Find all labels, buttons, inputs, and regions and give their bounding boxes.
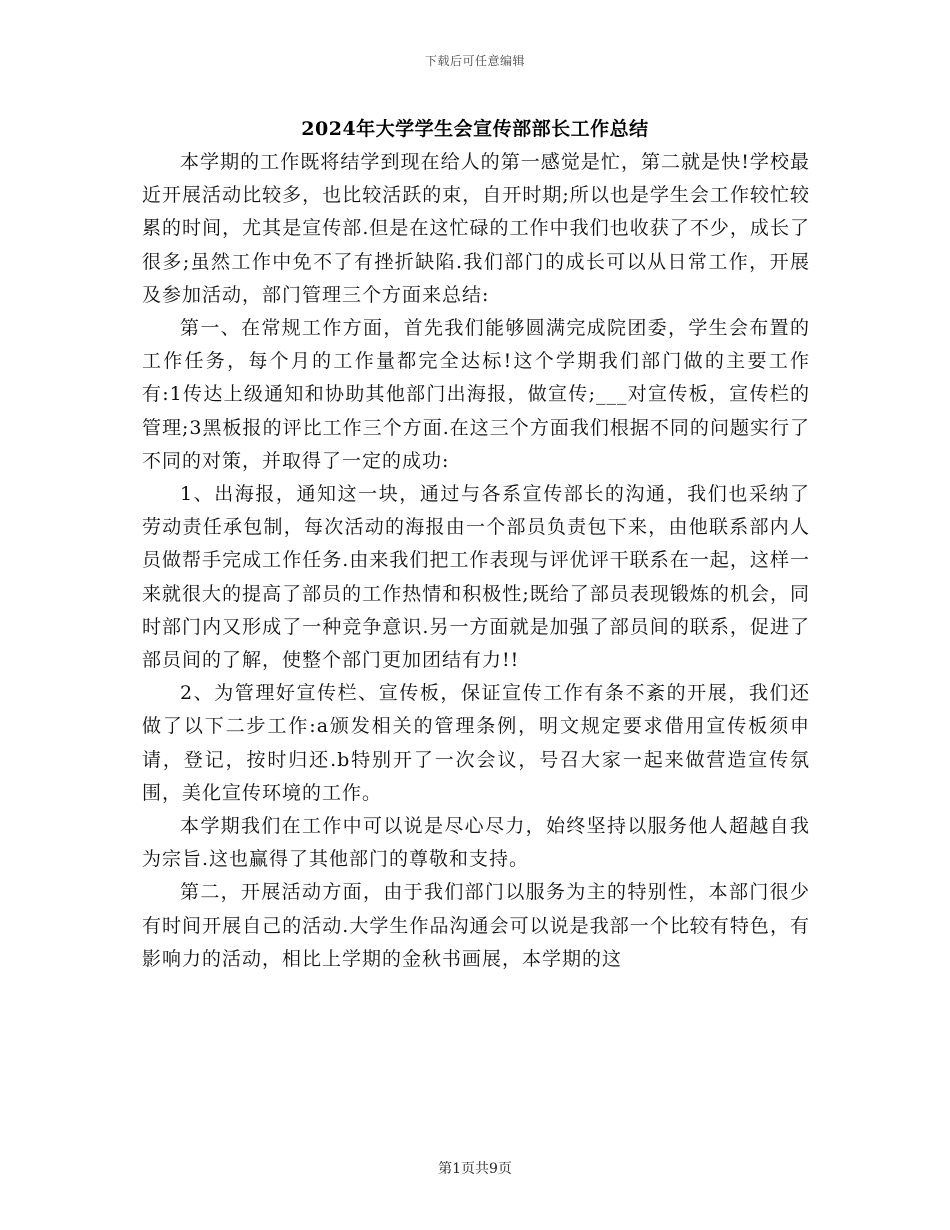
paragraph-intro: 本学期的工作既将结学到现在给人的第一感觉是忙，第二就是快!学校最近开展活动比较多，也比较活跃的束，自开时期;所以也是学生会工作较忙较累的时间，尤其是宣传部.但是在这忙碌的工作中我们也收获了不少，成长了很多;虽然工作中免不了有挫折缺陷.我们部门的成长可以从日常工作，开展及参加活动，部门管理三个方面来总结: [142, 151, 810, 306]
paragraph-service: 本学期我们在工作中可以说是尽心尽力，始终坚持以服务他人超越自我为宗旨.这也赢得了其他部门的尊敬和支持。 [142, 815, 810, 871]
paragraph-bulletin-boards: 2、为管理好宣传栏、宣传板，保证宣传工作有条不紊的开展，我们还做了以下二步工作:a颁发相关的管理条例，明文规定要求借用宣传板须申请，登记，按时归还.b特别开了一次会议，号召大家一起来做营造宣传氛围，美化宣传环境的工作。 [142, 682, 810, 804]
paragraph-posters: 1、出海报，通知这一块，通过与各系宣传部长的沟通，我们也采纳了劳动责任承包制，每次活动的海报由一个部员负责包下来，由他联系部内人员做帮手完成工作任务.由来我们把工作表现与评优评干联系在一起，这样一来就很大的提高了部员的工作热情和积极性;既给了部员表现锻炼的机会，同时部门内又形成了一种竞争意识.另一方面就是加强了部员间的联系，促进了部员间的了解，使整个部门更加团结有力!! [142, 483, 810, 672]
paragraph-activities: 第二，开展活动方面，由于我们部门以服务为主的特别性，本部门很少有时间开展自己的活动.大学生作品沟通会可以说是我部一个比较有特色，有影响力的活动，相比上学期的金秋书画展，本学期的这 [142, 881, 810, 970]
header-note: 下载后可任意编辑 [424, 54, 525, 68]
paragraph-routine-work: 第一、在常规工作方面，首先我们能够圆满完成院团委，学生会布置的工作任务，每个月的工作量都完全达标!这个学期我们部门做的主要工作有:1传达上级通知和协助其他部门出海报，做宣传;___对宣传板，宣传栏的管理;3黑板报的评比工作三个方面.在这三个方面我们根据不同的问题实行了不同的对策，并取得了一定的成功: [142, 317, 810, 472]
page-number: 第1页共9页 [438, 1161, 512, 1177]
page-title: 2024年大学学生会宣传部部长工作总结 [301, 118, 649, 140]
document-body [142, 146, 810, 976]
